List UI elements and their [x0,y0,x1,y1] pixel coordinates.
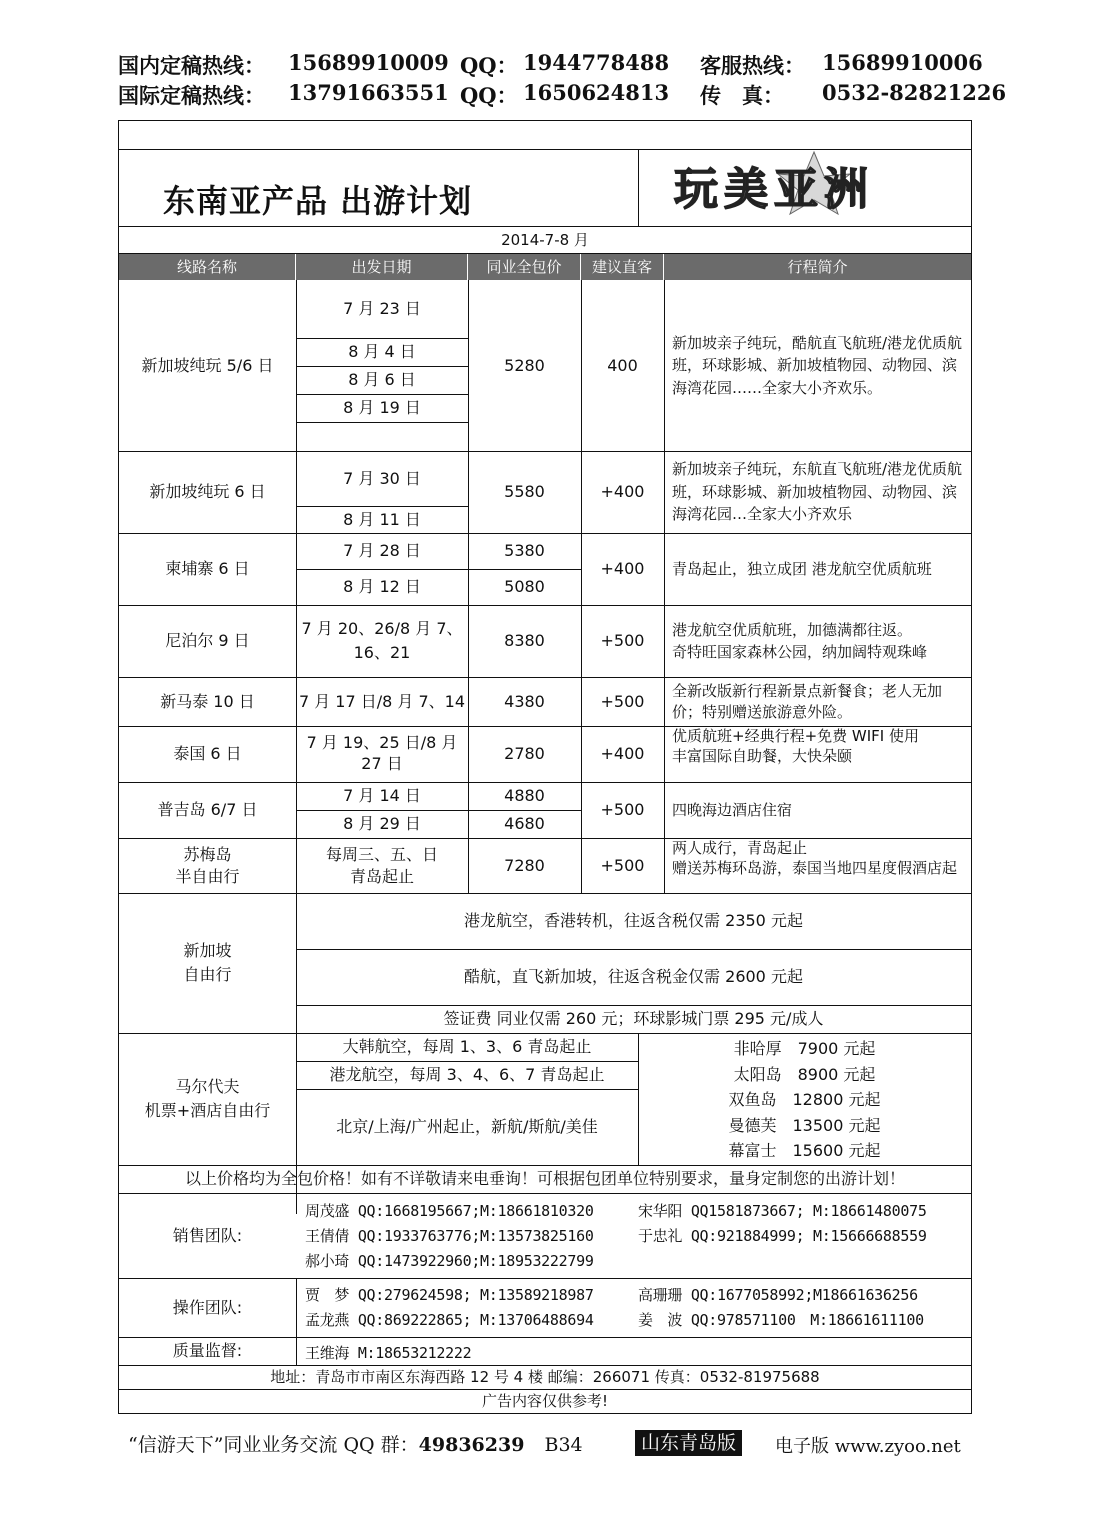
website-link[interactable]: 电子版 www.zyoo.net [775,1436,961,1457]
route-name-line: 新加坡 [183,941,232,960]
ops-contact: 孟龙燕 QQ:869222865; M:13706488694 [305,1311,594,1329]
intl-hotline-label: 国际定稿热线： [118,83,265,108]
domestic-hotline-number: 15689910009 [288,50,449,75]
maldives-flight: 港龙航空，每周 3、4、6、7 青岛起止 [329,1065,605,1084]
maldives-islands [638,1035,971,1165]
departure-date: 8 月 11 日 [343,509,421,529]
route-name: 尼泊尔 9 日 [165,631,250,650]
trade-price: 7280 [504,855,545,875]
qq-number: 1944778488 [523,50,670,75]
route-name-line: 马尔代夫 [175,1077,240,1096]
island-price: 双鱼岛 12800 元起 [728,1090,881,1110]
route-name: 普吉岛 6/7 日 [157,800,258,819]
retail-price: +500 [600,800,645,819]
departure-dates [296,838,468,893]
departure-date: 8 月 12 日 [343,577,421,596]
itinerary-line: 优质航班+经典行程+免费 WIFI 使用 [672,727,919,745]
departure-date: 7 月 14 日 [343,786,421,805]
itinerary-summary [664,605,971,677]
trade-price: 8380 [504,631,545,650]
col-retail-price: 建议直客 [581,254,664,280]
ops-contact: 高珊珊 QQ:1677058992;M18661636256 [638,1286,918,1304]
edition-badge: 山东青岛版 [635,1430,742,1456]
departure-date-line: 16、21 [353,643,411,662]
trade-price: 4880 [504,786,545,805]
trade-price: 5080 [504,577,545,596]
col-itinerary: 行程简介 [664,254,971,280]
departure-date: 7 月 17 日/8 月 7、14 [298,691,466,711]
page-number: B34 [544,1434,583,1456]
product-sheet [118,120,972,1414]
trade-price: 2780 [504,744,545,763]
retail-price: +400 [600,744,645,763]
retail-price: +500 [600,631,645,650]
sales-contact: 王倩倩 QQ:1933763776;M:13573825160 [305,1227,594,1245]
sales-contact: 于忠礼 QQ:921884999; M:15666688559 [638,1227,927,1245]
route-name: 新加坡纯玩 5/6 日 [141,355,274,375]
route-name-line: 苏梅岛 [183,844,232,864]
col-trade-price: 同业全包价 [468,254,581,280]
ops-contact: 姜 波 QQ:978571100 M:18661611100 [638,1311,924,1329]
island-price: 太阳岛 8900 元起 [733,1064,876,1084]
logo-text: 玩美亚洲 [674,164,874,215]
fax-number: 0532-82821226 [822,80,1007,105]
itinerary-summary: 全新改版新行程新景点新餐食；老人无加价；特别赠送旅游意外险。 [672,682,943,721]
departure-date-line: 青岛起止 [349,866,414,886]
retail-price: +400 [600,559,645,578]
domestic-hotline-label: 国内定稿热线： [118,53,265,78]
qq-label: QQ： [460,83,518,108]
island-price: 曼德芙 13500 元起 [728,1115,881,1135]
trade-price: 4680 [504,814,545,833]
price-notice: 以上价格均为全包价格！如有不详敬请来电垂询！可根据包团单位特别要求，量身定制您的出游计划！ [184,1169,905,1188]
qq-label: QQ： [460,53,518,78]
departure-date-line: 7 月 19、25 日/8 月 [306,733,458,753]
itinerary-line: 两人成行，青岛起止 [672,839,808,857]
itinerary-summary: 新加坡亲子纯玩，东航直飞航班/港龙优质航班，环球影城、新加坡植物园、动物园、滨海湾花园…全家大小齐欢乐 [672,460,963,524]
sales-contact: 周茂盛 QQ:1668195667;M:18661810320 [305,1202,594,1220]
departure-date: 7 月 23 日 [343,299,421,318]
sales-contact: 郝小琦 QQ:1473922960;M:18953222799 [305,1252,594,1270]
col-departure: 出发日期 [296,254,468,280]
qq-number: 1650624813 [523,80,670,105]
departure-date: 7 月 28 日 [343,541,421,560]
disclaimer: 广告内容仅供参考! [481,1391,608,1410]
itinerary-summary [664,838,971,893]
sales-contact: 宋华阳 QQ1581873667; M:18661480075 [638,1202,927,1220]
itinerary-summary: 新加坡亲子纯玩，酷航直飞航班/港龙优质航班，环球影城、新加坡植物园、动物园、滨海湾花园……全家大小齐欢乐。 [672,333,963,397]
route-name-line: 半自由行 [175,866,240,886]
itinerary-line: 奇特旺国家森林公园，纳加阔特观珠峰 [672,643,928,661]
singapore-option: 港龙航空，香港转机，往返含税仅需 2350 元起 [464,911,803,930]
singapore-option: 酷航，直飞新加坡，往返含税金仅需 2600 元起 [464,967,803,986]
route-name: 新马泰 10 日 [160,691,255,711]
maldives-name [119,1033,296,1165]
departure-dates [296,605,468,677]
departure-date-line: 27 日 [361,754,403,773]
trade-price: 5580 [504,482,545,501]
departure-date: 8 月 19 日 [343,398,421,417]
route-name-line: 自由行 [183,965,232,984]
departure-dates [296,726,468,782]
route-name [119,838,296,893]
service-hotline-number: 15689910006 [822,50,983,75]
route-name: 新加坡纯玩 6 日 [149,482,266,501]
fax-label: 传 真： [700,83,784,108]
itinerary-line: 港龙航空优质航班，加德满都往返。 [672,620,913,639]
itinerary-summary: 四晚海边酒店住宿 [672,800,793,819]
header-divider [638,150,639,226]
intl-hotline-number: 13791663551 [288,80,449,105]
itinerary-summary [664,726,971,782]
trade-price: 5280 [504,355,545,375]
itinerary-line: 赠送苏梅环岛游，泰国当地四星度假酒店起 [672,859,958,878]
island-price: 幕富士 15600 元起 [728,1141,881,1161]
col-route-name: 线路名称 [119,254,296,280]
departure-date: 8 月 4 日 [348,342,416,361]
ops-contact: 贾 梦 QQ:279624598; M:13589218987 [305,1286,594,1304]
retail-price: +500 [600,855,645,875]
retail-price: 400 [607,355,638,375]
qq-group-text: “信游天下”同业业务交流 QQ 群： [128,1434,419,1456]
retail-price: +400 [600,482,645,501]
trade-price: 5380 [504,541,545,560]
itinerary-line: 丰富国际自助餐，大快朵颐 [672,747,853,766]
maldives-flight: 北京/上海/广州起止，新航/斯航/美佳 [336,1117,598,1136]
company-address: 地址：青岛市市南区东海西路 12 号 4 楼 邮编：266071 传真：0532-81975688 [270,1367,820,1386]
brand-logo [664,148,944,220]
page-title: 东南亚产品 出游计划 [163,182,473,220]
quality-contact: 王维海 M:18653212222 [305,1344,472,1362]
trade-price: 4380 [504,691,545,711]
date-range: 2014-7-8 月 [119,227,971,254]
quality-label: 质量监督: [172,1341,243,1360]
sales-team-label: 销售团队: [172,1225,243,1245]
itinerary-summary: 青岛起止，独立成团 港龙航空优质航班 [672,559,932,578]
singapore-free-travel-name [119,893,296,1033]
route-name: 柬埔寨 6 日 [165,559,250,578]
departure-date-line: 每周三、五、日 [325,844,438,864]
maldives-flight: 大韩航空，每周 1、3、6 青岛起止 [342,1037,592,1056]
island-price: 非哈厚 7900 元起 [733,1039,876,1059]
departure-date: 8 月 6 日 [348,370,416,389]
service-hotline-label: 客服热线： [700,53,805,78]
qq-group-number: 49836239 [418,1434,525,1456]
departure-date: 7 月 30 日 [343,468,421,488]
route-name-line: 机票+酒店自由行 [144,1101,271,1120]
ops-team-label: 操作团队: [172,1297,243,1317]
singapore-option: 签证费 同业仅需 260 元；环球影城门票 295 元/成人 [443,1009,824,1028]
departure-date: 8 月 29 日 [343,814,421,833]
route-name: 泰国 6 日 [173,744,242,763]
sheet-header [119,149,971,227]
retail-price: +500 [600,691,645,711]
departure-date-line: 7 月 20、26/8 月 7、 [301,619,463,638]
footer [128,1430,583,1457]
